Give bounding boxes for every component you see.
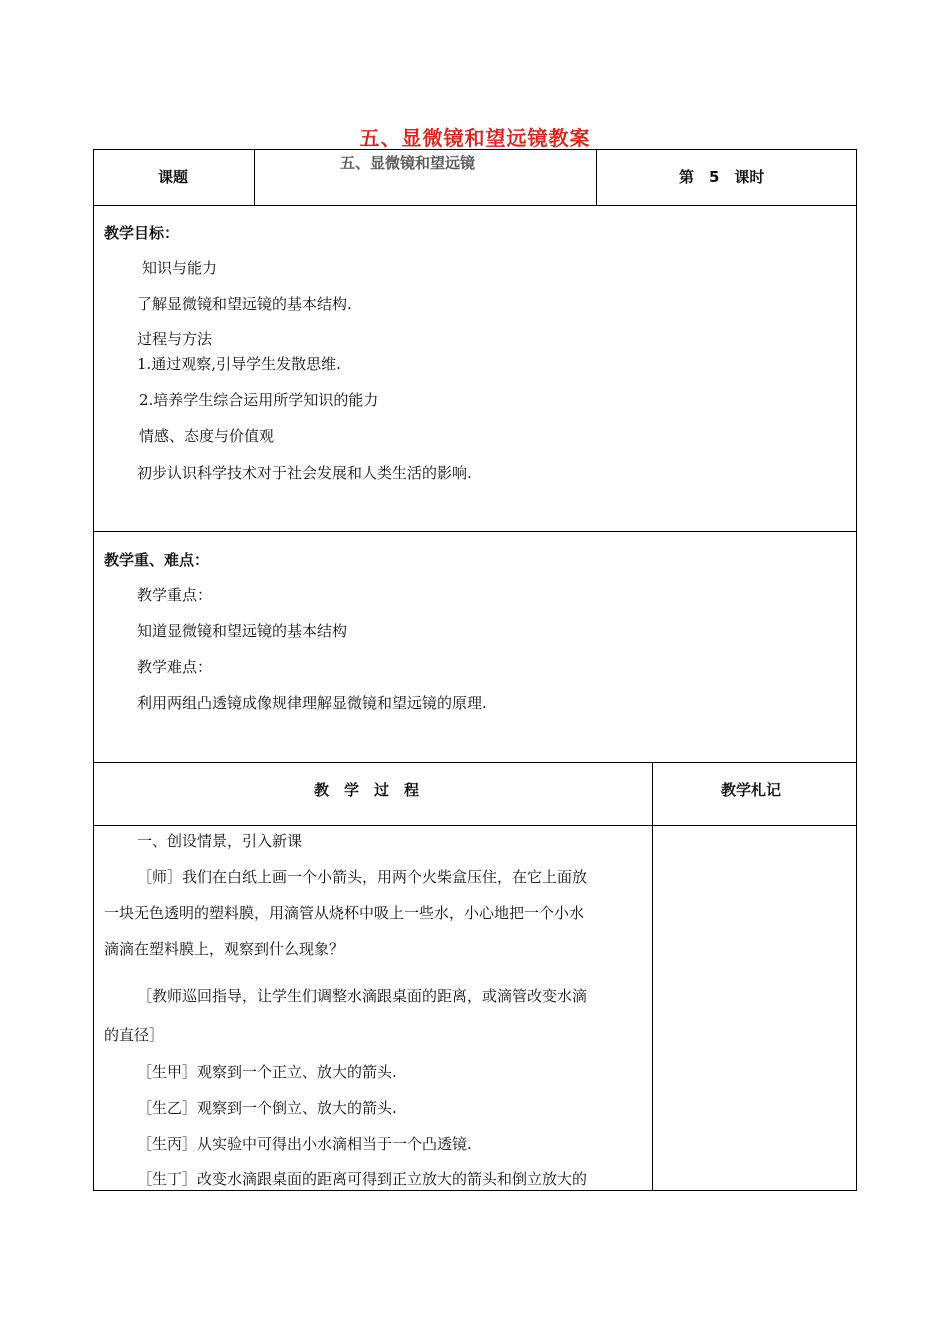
process-line: 的直径］ [104, 1026, 165, 1044]
objective-line: 初步认识科学技术对于社会发展和人类生活的影响. [137, 464, 472, 482]
process-line: ［师］我们在白纸上画一个小箭头，用两个火柴盒压住，在它上面放 [137, 868, 588, 886]
objective-line: 情感、态度与价值观 [139, 427, 275, 445]
process-line: 一块无色透明的塑料膜，用滴管从烧杯中吸上一些水，小心地把一个小水 [104, 904, 585, 922]
header-divider-1 [254, 149, 255, 206]
topic-value: 五、显微镜和望远镜 [340, 154, 476, 172]
objective-line: 2.培养学生综合运用所学知识的能力 [139, 391, 379, 409]
objective-line: 了解显微镜和望远镜的基本结构. [137, 295, 352, 313]
key-point-line: 教学难点： [137, 658, 213, 676]
process-line: 滴滴在塑料膜上，观察到什么现象？ [104, 940, 345, 958]
notes-column-header: 教学札记 [721, 781, 782, 799]
header-divider-2 [596, 149, 597, 206]
key-point-line: 教学重点： [137, 586, 213, 604]
process-line: ［生丙］从实验中可得出小水滴相当于一个凸透镜. [137, 1135, 472, 1153]
objective-line: 1.通过观察,引导学生发散思维. [137, 355, 341, 373]
process-column-header: 教 学 过 程 [314, 781, 420, 799]
key-points-heading: 教学重、难点： [104, 551, 210, 569]
objectives-heading: 教学目标： [104, 224, 180, 242]
process-line: ［生乙］观察到一个倒立、放大的箭头. [137, 1099, 397, 1117]
objective-line: 过程与方法 [137, 330, 213, 348]
topic-label: 课题 [158, 168, 189, 186]
document-title: 五、显微镜和望远镜教案 [359, 126, 591, 150]
process-line: 一、创设情景，引入新课 [137, 832, 303, 850]
objective-line: 知识与能力 [142, 259, 218, 277]
process-line: ［生甲］观察到一个正立、放大的箭头. [137, 1063, 397, 1081]
key-point-line: 知道显微镜和望远镜的基本结构 [137, 622, 348, 640]
period-label: 第 5 课时 [679, 168, 765, 186]
process-line: ［生丁］改变水滴跟桌面的距离可得到正立放大的箭头和倒立放大的 [137, 1170, 588, 1188]
process-line: ［教师巡回指导，让学生们调整水滴跟桌面的距离，或滴管改变水滴 [137, 987, 588, 1005]
key-point-line: 利用两组凸透镜成像规律理解显微镜和望远镜的原理. [137, 694, 487, 712]
